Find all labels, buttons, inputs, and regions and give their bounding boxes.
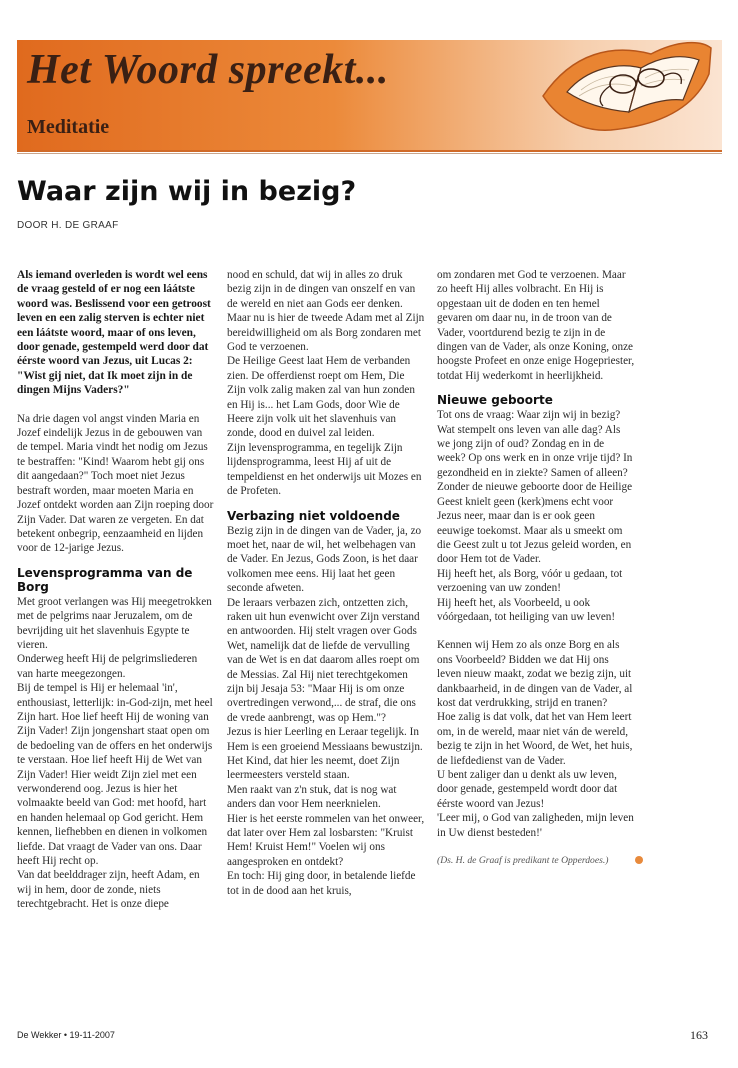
section-title: Het Woord spreekt... [27, 47, 389, 93]
paragraph: Na drie dagen vol angst vinden Maria en Jozef eindelijk Jezus in de gebouwen van de tempel. Maria vindt het nodig om Jezus te bestraffen: "Kind! Waarom hebt gij ons dit aangedaan?" Toch moet niet Jezus bestraft worden, maar moeten Maria en Jozef ontdekt worden aan Zijn roeping door Zijn Vader. Dat waren ze vergeten. En dat betekent onbegrip, eenzaamheid en lijden voor de 12-jarige Jezus. [17, 412, 214, 555]
paragraph: Men raakt van z'n stuk, dat is nog wat anders dan voor Hem neerknielen. [227, 783, 397, 811]
paragraph: Van dat beelddrager zijn, heeft Adam, en wij in hem, door de zonde, niets terechtgebracht. Het is onze diepe [17, 869, 200, 911]
article-byline: DOOR H. DE GRAAF [17, 220, 119, 231]
paragraph: Zonder de nieuwe geboorte door de Heilige Geest knielt geen (kerk)mens echt voor Jezus neer, maar dan is er ook geen eeuwige toekomst. Maar als u smeekt om die Geest zult u tot Jezus geleid worden, en door Hem tot de Vader. [437, 481, 633, 566]
subheading: Nieuwe geboorte [437, 393, 553, 408]
section-subtitle: Meditatie [27, 116, 110, 138]
article-title: Waar zijn wij in bezig? [17, 176, 357, 207]
paragraph: Zijn levensprogramma, en tegelijk Zijn lijdensprogramma, leest Hij af uit de tempeldienst en het onderwijs uit Mozes en de Profeten. [227, 441, 422, 498]
subheading: Levensprogramma van de Borg [17, 565, 193, 594]
text-column-3 [437, 268, 635, 868]
paragraph: om zondaren met God te verzoenen. Maar zo heeft Hij alles volbracht. En Hij is opgestaan uit de doden en ten hemel gevaren om daar nu, in de troon van de Vader, voortdurend bezig te zijn in de dingen van de Vader, als onze Koning, onze hoogste Profeet en onze enige Hogepriester, totdat Hij wederkomt in heerlijkheid. [437, 269, 635, 382]
paragraph: Maar nu is hier de tweede Adam met al Zijn bereidwilligheid om als Borg zondaren met God te verzoenen. [227, 312, 425, 354]
paragraph: 'Leer mij, o God van zaligheden, mijn leven in Uw dienst besteden!' [437, 812, 634, 839]
paragraph: Onderweg heeft Hij de pelgrimsliederen van harte meegezongen. [17, 653, 198, 680]
paragraph: Bezig zijn in de dingen van de Vader, ja, zo moet het, naar de wil, het welbehagen van de Vader. En Jezus, Gods Zoon, is het daar volkomen mee eens. Hij laat het geen seconde afweten. [227, 524, 422, 595]
paragraph: U bent zaliger dan u denkt als uw leven, door genade, gestempeld wordt door dat éérste woord van Jezus! [437, 769, 618, 810]
paragraph: Hier is het eerste rommelen van het onweer, dat later over Hem zal losbarsten: "Kruist Hem! Kruist Hem!" Voelen wij ons aangesproken en ontdekt? [227, 812, 425, 868]
subheading: Verbazing niet voldoende [227, 508, 400, 523]
text-column-1 [17, 268, 215, 912]
paragraph: De leraars verbazen zich, ontzetten zich, raken uit hun evenwicht over Zijn verstand en antwoorden. Hij stelt vragen over Gods Wet, namelijk dat de liefde de vervulling van de Wet is en dat daarom alles roept om de Messias. Zal Hij niet terechtgekomen zijn bij Jesaja 53: "Maar Hij is om onze overtredingen verwond,... de straf, die ons de vrede aanbrengt, was op Hem."? [227, 596, 420, 724]
header-divider [17, 153, 722, 154]
page-number: 163 [690, 1028, 708, 1042]
paragraph: Met groot verlangen was Hij meegetrokken met de pelgrims naar Jeruzalem, om de bevrijding uit het slavenhuis Egypte te vieren. [17, 595, 212, 651]
paragraph: De Heilige Geest laat Hem de verbanden zien. De offerdienst roept om Hem, Die Zijn volk zalig maken zal van hun zonden en Hij is... het Lam Gods, door Wie de Heere zijn volk uit het slavenhuis van zonde, dood en duivel zal leiden. [227, 355, 415, 440]
paragraph: Hij heeft het, als Voorbeeld, u ook vóórgedaan, tot heiliging van uw leven! [437, 596, 616, 623]
paragraph: Hoe zalig is dat volk, dat het van Hem leert om, in de wereld, maar niet ván de wereld, bezig te zijn in het Woord, de Wet, het huis, de liefdedienst van de Vader. [437, 711, 633, 767]
paragraph: Jezus is hier Leerling en Leraar tegelijk. In Hem is een groeiend Messiaans bewustzijn. [227, 726, 423, 753]
paragraph: Tot ons de vraag: Waar zijn wij in bezig? Wat stempelt ons leven van alle dag? Als we jong zijn of oud? Zondag en in de week? Op ons werk en in onze vrije tijd? In gezondheid en in ziekte? Samen of alleen? [437, 409, 633, 479]
author-note [437, 854, 635, 868]
section-header-banner [17, 40, 722, 152]
paragraph: Bij de tempel is Hij er helemaal 'in', enthousiast, letterlijk: in-God-zijn, met heel Zijn hart. Hoe lief heeft Hij de woning van Zijn Vader! Zijn jongenshart staat open om de bedoeling van de offers en het onderwijs te verstaan. Hoe lief heeft Hij de Wet van Zijn Vader! Hier weidt Zijn ziel met een verwonderend oog. Jezus is hier het volmaakte beeld van God: met hoofd, hart en handen helemaal op God gericht. Hem kennen, liefhebben en dienen in volkomen liefde. Dat vraagt de Vader van ons. Daar heeft Hij recht op. [17, 682, 213, 868]
lead-paragraph: Als iemand overleden is wordt wel eens de vraag gesteld of er nog een láátste woord was. Beslissend voor een getroost leven en een zalig sterven is echter niet een láátste woord, maar of ons leven, door genade, gestempeld werd door dat éérste woord van Jezus, uit Lucas 2: "Wist gij niet, dat Ik moet zijn in de dingen Mijns Vaders?" [17, 269, 211, 397]
paragraph: Hij heeft het, als Borg, vóór u gedaan, tot verzoening van uw zonden! [437, 567, 623, 595]
text-column-2 [227, 268, 425, 898]
paragraph: Het Kind, dat hier les neemt, doet Zijn leermeesters versteld staan. [227, 755, 400, 782]
open-book-with-glasses-icon [533, 34, 715, 134]
footer-publication: De Wekker • 19-11-2007 [17, 1030, 115, 1040]
end-mark-icon [635, 856, 643, 864]
author-note-text: (Ds. H. de Graaf is predikant te Opperdoes.) [437, 855, 609, 867]
paragraph: nood en schuld, dat wij in alles zo druk bezig zijn in de dingen van onszelf en van de wereld en niet aan Gods eer denken. [227, 269, 416, 310]
paragraph: Kennen wij Hem zo als onze Borg en als ons Voorbeeld? Bidden we dat Hij ons leven nieuw maakt, zodat we bezig zijn, uit dankbaarheid, in de dingen van de Vader, al kost dat verdrukking, strijd en tranen? [437, 639, 633, 709]
paragraph: En toch: Hij ging door, in betalende liefde tot in de dood aan het kruis, [227, 870, 416, 897]
